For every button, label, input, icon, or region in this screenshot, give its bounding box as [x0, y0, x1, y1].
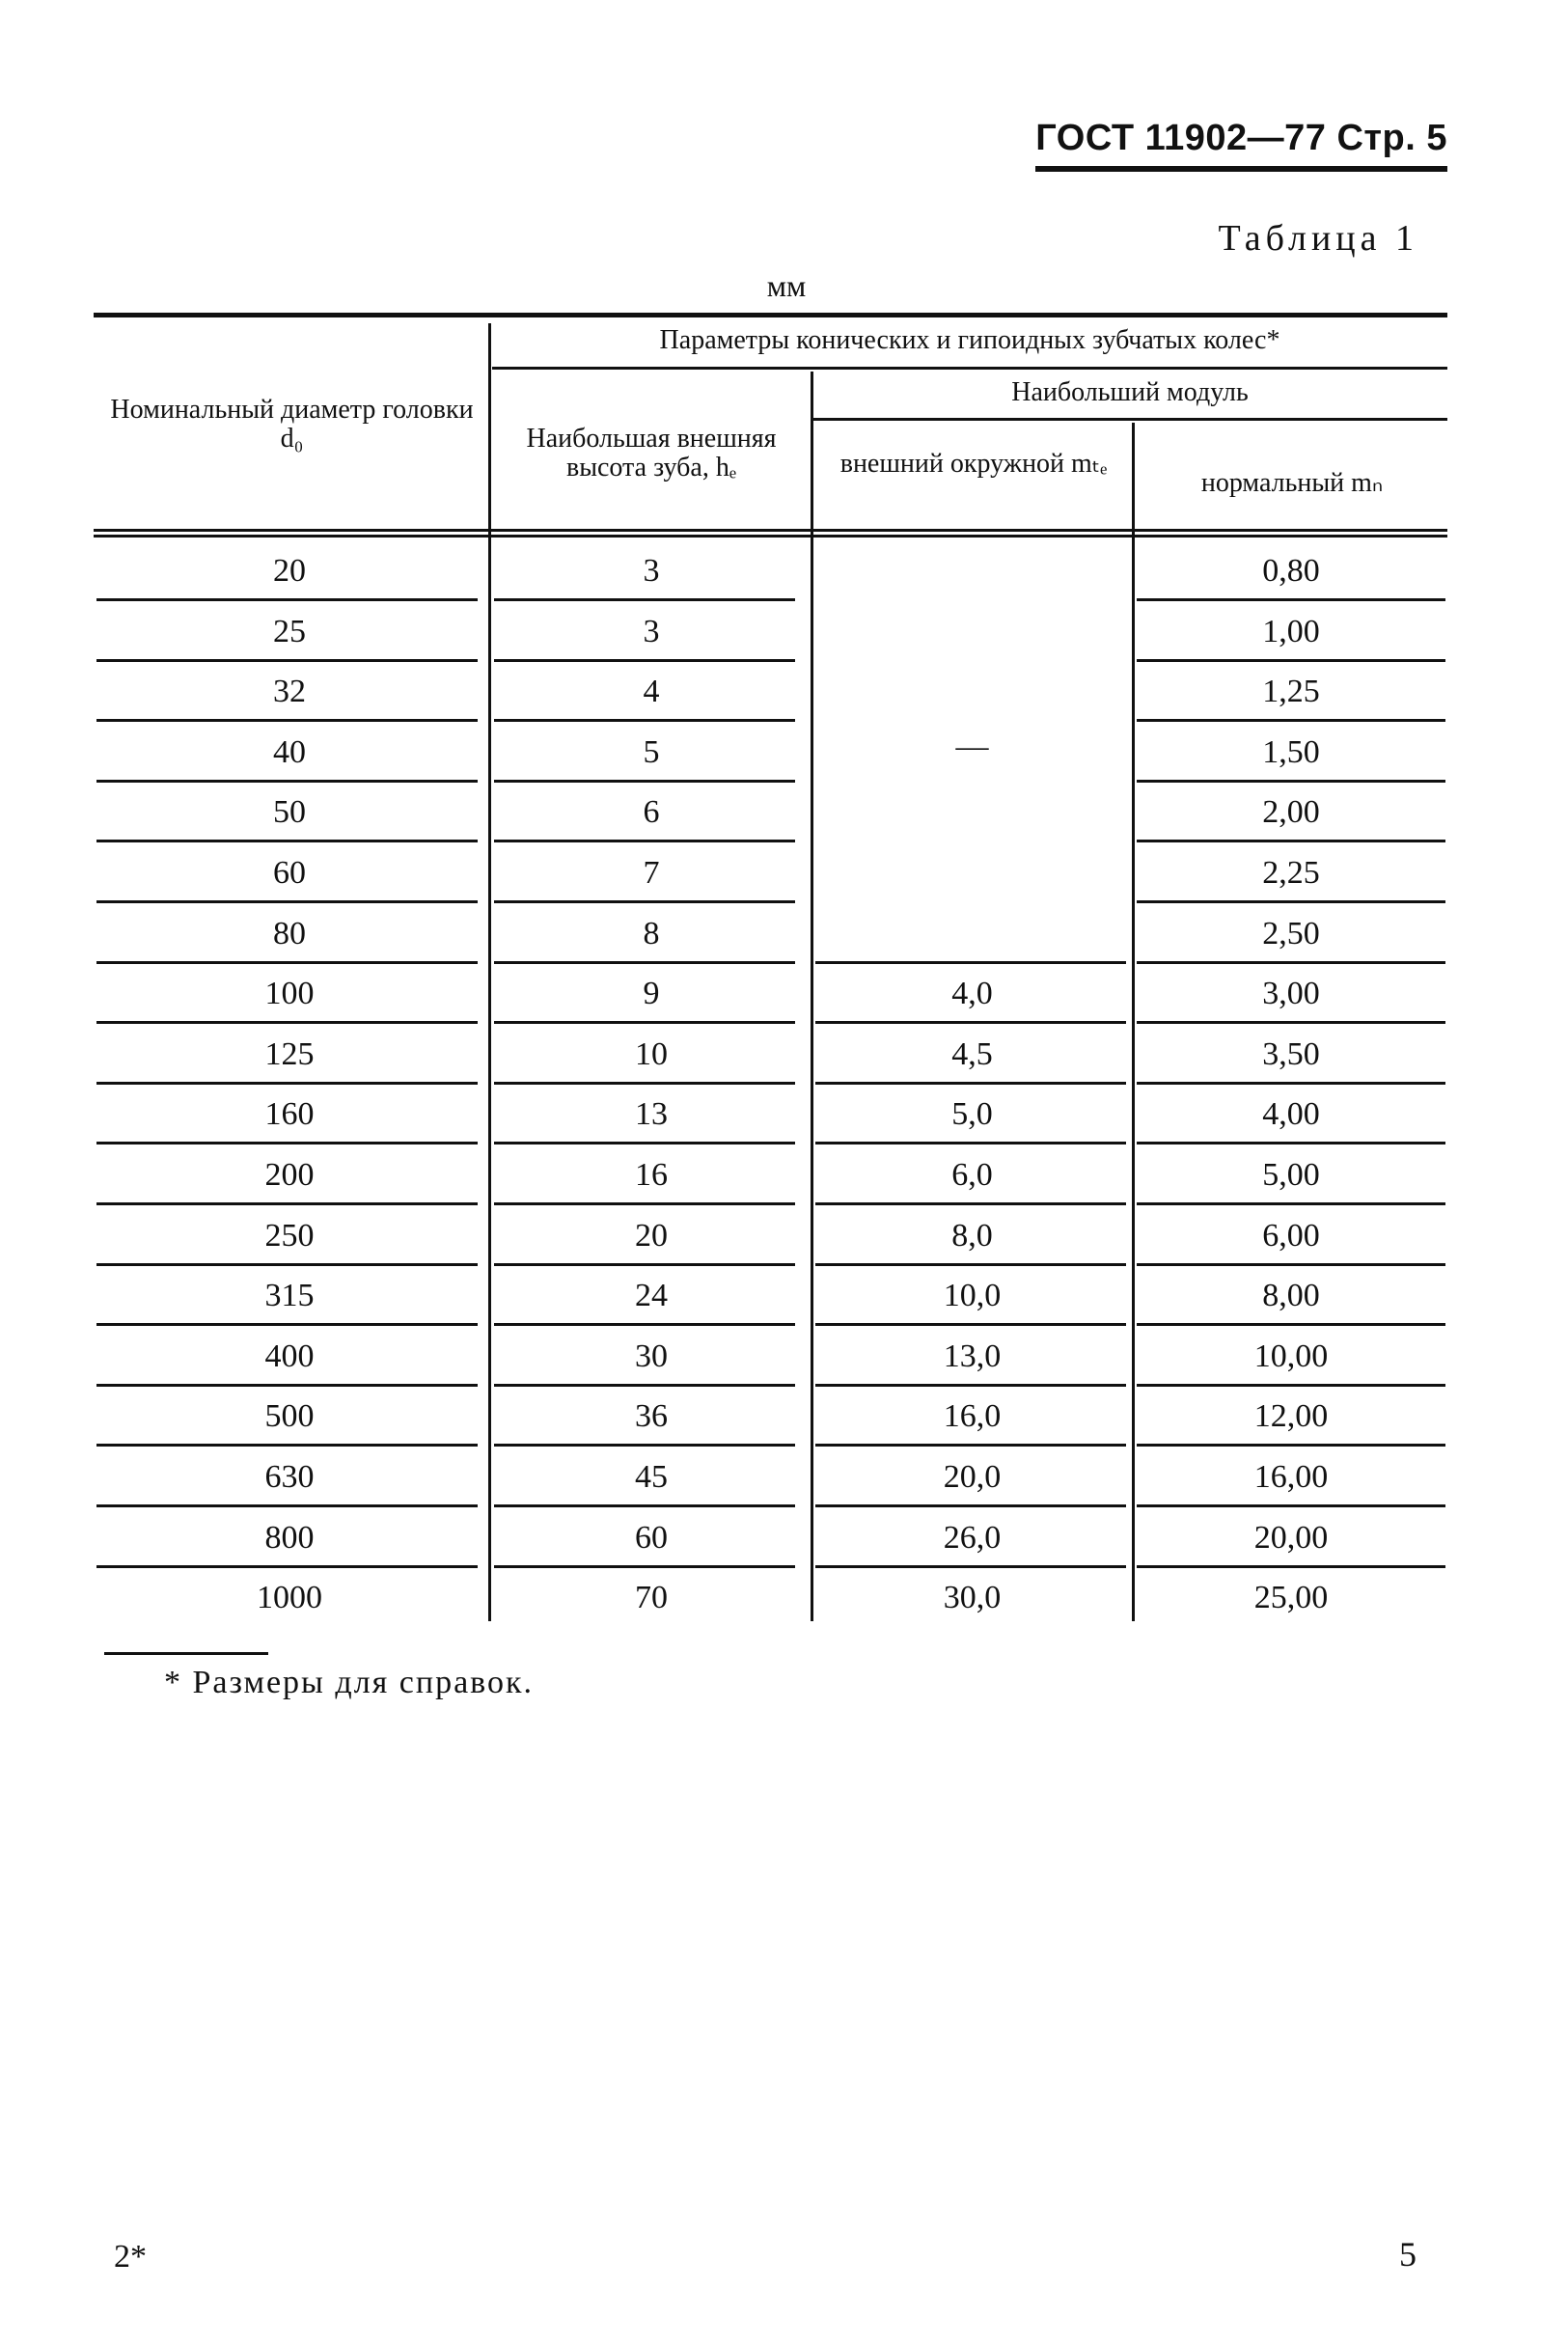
cell-tooth-height: 13	[635, 1096, 668, 1133]
row-rule	[96, 1504, 478, 1507]
module-header-rule	[813, 418, 1447, 421]
row-rule	[96, 840, 478, 842]
row-rule	[96, 659, 478, 662]
cell-tooth-height: 3	[643, 553, 660, 589]
row-rule	[1137, 1082, 1445, 1085]
cell-outer-module: 4,0	[951, 976, 993, 1012]
row-rule	[815, 1565, 1126, 1568]
row-rule	[1137, 1384, 1445, 1387]
row-rule	[96, 1021, 478, 1024]
row-rule	[1137, 900, 1445, 903]
row-rule	[494, 1202, 795, 1205]
cell-outer-module: 6,0	[951, 1157, 993, 1193]
cell-tooth-height: 4	[643, 674, 660, 710]
cell-diameter: 800	[264, 1519, 315, 1556]
cell-normal-module: 6,00	[1262, 1217, 1320, 1254]
cell-outer-module: 8,0	[951, 1217, 993, 1254]
row-rule	[494, 840, 795, 842]
row-rule	[815, 1384, 1126, 1387]
row-rule	[1137, 1504, 1445, 1507]
row-rule	[494, 659, 795, 662]
row-rule	[96, 1082, 478, 1085]
cell-outer-module: 20,0	[943, 1459, 1002, 1495]
blank-cell-dash: —	[955, 729, 989, 764]
row-rule	[1137, 719, 1445, 722]
col-tooth-height-header: Наибольшая внешняя высота зуба, hₑ	[526, 424, 777, 483]
cell-outer-module: 4,5	[951, 1035, 993, 1072]
cell-tooth-height: 60	[635, 1519, 668, 1556]
cell-tooth-height: 9	[643, 976, 660, 1012]
row-rule	[1137, 598, 1445, 601]
cell-normal-module: 1,50	[1262, 733, 1320, 770]
cell-diameter: 630	[264, 1459, 315, 1495]
cell-diameter: 500	[264, 1398, 315, 1435]
cell-tooth-height: 30	[635, 1337, 668, 1374]
cell-normal-module: 20,00	[1253, 1519, 1329, 1556]
cell-outer-module: 16,0	[943, 1398, 1002, 1435]
cell-outer-module	[815, 613, 1129, 651]
module-header: Наибольший модуль	[1011, 377, 1249, 407]
group-header-rule	[492, 367, 1447, 370]
row-rule	[1137, 659, 1445, 662]
row-rule	[96, 900, 478, 903]
row-rule	[494, 900, 795, 903]
cell-diameter: 50	[273, 794, 306, 831]
cell-normal-module: 2,25	[1262, 855, 1320, 891]
row-rule	[96, 1202, 478, 1205]
cell-tooth-height: 24	[635, 1278, 668, 1314]
column-divider-3	[1132, 423, 1135, 1621]
table-title: Таблица 1	[1218, 218, 1418, 259]
row-rule	[1137, 1142, 1445, 1144]
row-rule	[815, 1082, 1126, 1085]
cell-tooth-height: 6	[643, 794, 660, 831]
col-normal-module-header: нормальный mₙ	[1200, 468, 1384, 498]
row-rule	[96, 1444, 478, 1447]
cell-normal-module: 4,00	[1262, 1096, 1320, 1133]
cell-normal-module: 2,50	[1262, 915, 1320, 951]
row-rule	[96, 1384, 478, 1387]
cell-tooth-height: 16	[635, 1157, 668, 1193]
row-rule	[1137, 840, 1445, 842]
row-rule	[815, 1444, 1126, 1447]
cell-normal-module: 16,00	[1253, 1459, 1329, 1495]
cell-outer-module: 26,0	[943, 1519, 1002, 1556]
column-divider-1	[488, 323, 491, 1621]
row-rule	[815, 1504, 1126, 1507]
column-divider-2	[811, 372, 813, 1621]
cell-outer-module: 5,0	[951, 1096, 993, 1133]
cell-tooth-height: 10	[635, 1035, 668, 1072]
row-rule	[815, 1202, 1126, 1205]
cell-normal-module: 0,80	[1262, 553, 1320, 589]
cell-diameter: 160	[264, 1096, 315, 1133]
row-rule	[96, 1263, 478, 1266]
cell-outer-module	[815, 854, 1129, 893]
cell-diameter: 315	[264, 1278, 315, 1314]
cell-diameter: 400	[264, 1337, 315, 1374]
row-rule	[494, 1565, 795, 1568]
row-rule	[494, 1384, 795, 1387]
cell-normal-module: 5,00	[1262, 1157, 1320, 1193]
row-rule	[1137, 1565, 1445, 1568]
cell-diameter: 32	[273, 674, 306, 710]
row-rule	[494, 1504, 795, 1507]
cell-diameter: 100	[264, 976, 315, 1012]
cell-outer-module: 10,0	[943, 1278, 1002, 1314]
cell-normal-module: 12,00	[1253, 1398, 1329, 1435]
cell-diameter: 125	[264, 1035, 315, 1072]
col-outer-module-header: внешний окружной mₜₑ	[839, 449, 1108, 479]
row-rule	[494, 719, 795, 722]
cell-outer-module	[815, 673, 1129, 711]
cell-diameter: 80	[273, 915, 306, 951]
row-rule	[96, 780, 478, 783]
cell-normal-module: 8,00	[1262, 1278, 1320, 1314]
cell-tooth-height: 36	[635, 1398, 668, 1435]
cell-outer-module: 13,0	[943, 1337, 1002, 1374]
cell-tooth-height: 45	[635, 1459, 668, 1495]
sheet-mark: 2*	[114, 2239, 147, 2275]
table-units: мм	[766, 268, 807, 303]
cell-diameter: 25	[273, 613, 306, 649]
row-rule	[494, 1021, 795, 1024]
row-rule	[815, 1263, 1126, 1266]
row-rule	[494, 1082, 795, 1085]
cell-normal-module: 10,00	[1253, 1337, 1329, 1374]
group-header: Параметры конических и гипоидных зубчатых колес*	[659, 325, 1280, 355]
row-rule	[815, 1021, 1126, 1024]
row-rule	[96, 1565, 478, 1568]
row-rule	[96, 1142, 478, 1144]
row-rule	[1137, 1323, 1445, 1326]
row-rule	[1137, 1202, 1445, 1205]
header-rule	[1035, 166, 1447, 172]
col-diameter-header: Номинальный диаметр головки d₀	[110, 395, 474, 454]
row-rule	[494, 780, 795, 783]
cell-normal-module: 2,00	[1262, 794, 1320, 831]
cell-normal-module: 1,00	[1262, 613, 1320, 649]
cell-diameter: 60	[273, 855, 306, 891]
cell-tooth-height: 7	[643, 855, 660, 891]
row-rule	[494, 598, 795, 601]
row-rule	[1137, 1444, 1445, 1447]
cell-tooth-height: 3	[643, 613, 660, 649]
cell-tooth-height: 8	[643, 915, 660, 951]
document-reference: ГОСТ 11902—77 Стр. 5	[1035, 118, 1447, 158]
row-rule	[1137, 1263, 1445, 1266]
footnote-rule	[104, 1652, 268, 1655]
footnote: * Размеры для справок.	[164, 1665, 535, 1700]
row-rule	[96, 961, 478, 964]
cell-normal-module: 25,00	[1253, 1580, 1329, 1616]
row-rule	[494, 1444, 795, 1447]
cell-outer-module	[815, 915, 1129, 953]
header-bottom-rule-1	[94, 529, 1447, 532]
row-rule	[96, 598, 478, 601]
cell-diameter: 200	[264, 1157, 315, 1193]
cell-tooth-height: 20	[635, 1217, 668, 1254]
row-rule	[494, 1263, 795, 1266]
cell-diameter: 250	[264, 1217, 315, 1254]
cell-tooth-height: 5	[643, 733, 660, 770]
row-rule	[1137, 961, 1445, 964]
cell-diameter: 40	[273, 733, 306, 770]
row-rule	[494, 1142, 795, 1144]
cell-diameter: 1000	[257, 1580, 322, 1616]
row-rule	[1137, 1021, 1445, 1024]
cell-outer-module	[815, 793, 1129, 832]
cell-outer-module: 30,0	[943, 1580, 1002, 1616]
row-rule	[96, 719, 478, 722]
row-rule	[815, 1142, 1126, 1144]
row-rule	[815, 961, 1126, 964]
row-rule	[96, 1323, 478, 1326]
cell-normal-module: 3,50	[1262, 1035, 1320, 1072]
cell-diameter: 20	[273, 553, 306, 589]
cell-normal-module: 1,25	[1262, 674, 1320, 710]
page-number: 5	[1399, 2235, 1417, 2274]
cell-outer-module	[815, 552, 1129, 591]
row-rule	[494, 961, 795, 964]
cell-normal-module: 3,00	[1262, 976, 1320, 1012]
table-top-rule	[94, 313, 1447, 317]
row-rule	[494, 1323, 795, 1326]
cell-tooth-height: 70	[635, 1580, 668, 1616]
row-rule	[815, 1323, 1126, 1326]
row-rule	[1137, 780, 1445, 783]
header-bottom-rule-2	[94, 535, 1447, 538]
